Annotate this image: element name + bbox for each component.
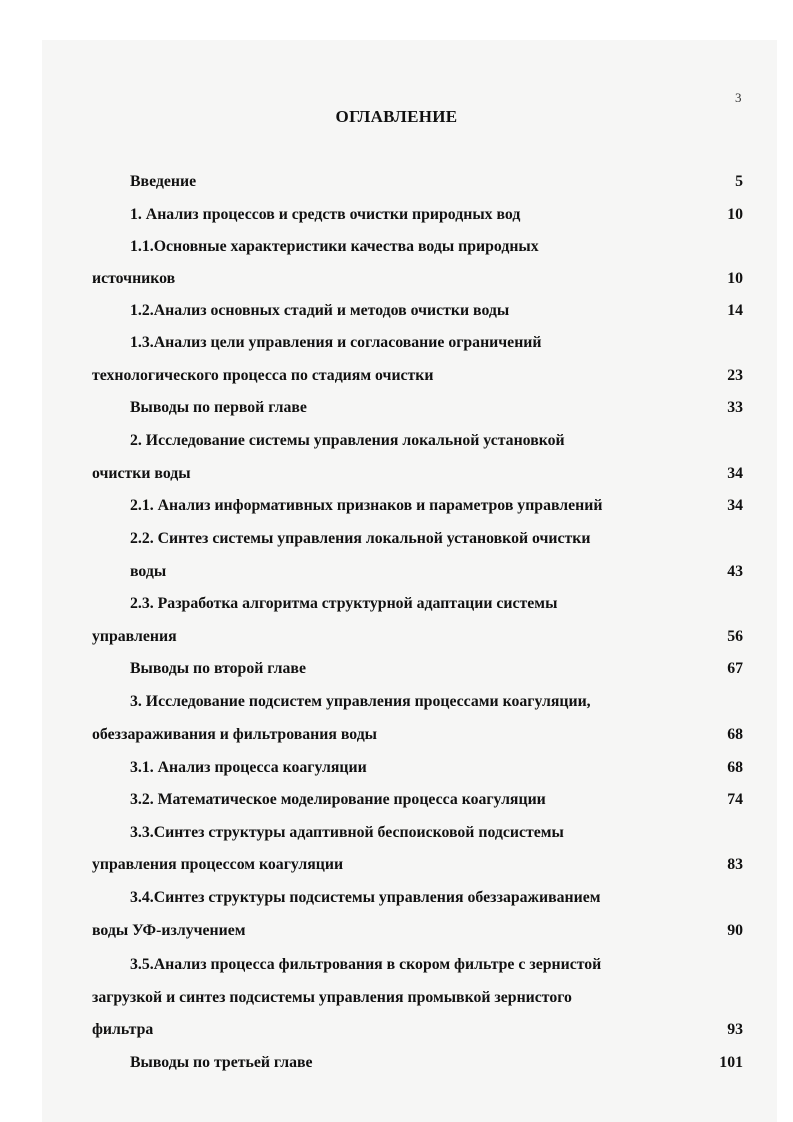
toc-page-number: 10 (727, 206, 743, 223)
toc-page-number: 83 (727, 856, 743, 873)
toc-page-number: 34 (727, 465, 743, 482)
toc-page-number: 101 (719, 1054, 743, 1071)
toc-entry-chapter-1: 1. Анализ процессов и средств очистки природных вод (130, 206, 521, 223)
toc-entry-section-1-1: 1.1.Основные характеристики качества воды природных (130, 238, 539, 255)
toc-page-number: 68 (727, 759, 743, 776)
toc-entry-section-3-1: 3.1. Анализ процесса коагуляции (130, 759, 367, 776)
toc-entry-section-2-3-continued: управления (92, 628, 177, 645)
toc-page-number: 74 (727, 791, 743, 808)
toc-entry-chapter-3-continued: обеззараживания и фильтрования воды (92, 726, 378, 743)
toc-entry-section-1-1-continued: источников (92, 270, 176, 287)
toc-entry-section-2-2-continued: воды (130, 563, 167, 580)
page-number: 3 (735, 90, 742, 105)
toc-entry-conclusions-1: Выводы по первой главе (130, 399, 307, 416)
toc-page-number: 43 (727, 563, 743, 580)
toc-page-number: 5 (735, 173, 743, 190)
toc-entry-section-2-3: 2.3. Разработка алгоритма структурной адаптации системы (130, 595, 558, 612)
toc-entry-section-3-4: 3.4.Синтез структуры подсистемы управления обеззараживанием (130, 889, 601, 906)
toc-page-number: 23 (727, 367, 743, 384)
toc-page-number: 56 (727, 628, 743, 645)
toc-entry-section-1-3-continued: технологического процесса по стадиям очистки (92, 367, 434, 384)
toc-entry-section-2-1: 2.1. Анализ информативных признаков и параметров управлений (130, 497, 603, 514)
toc-entry-section-1-2: 1.2.Анализ основных стадий и методов очистки воды (130, 302, 510, 319)
toc-entry-section-1-3: 1.3.Анализ цели управления и согласование ограничений (130, 334, 542, 351)
toc-page-number: 34 (727, 497, 743, 514)
toc-page-number: 68 (727, 726, 743, 743)
toc-page-number: 90 (727, 922, 743, 939)
toc-entry-section-3-5-continued-2: фильтра (92, 1021, 154, 1038)
toc-page-number: 33 (727, 399, 743, 416)
toc-entry-section-3-5-continued: загрузкой и синтез подсистемы управления промывкой зернистого (92, 989, 572, 1006)
page-title: ОГЛАВЛЕНИЕ (335, 107, 458, 126)
toc-page-number: 93 (727, 1021, 743, 1038)
toc-entry-section-3-3-continued: управления процессом коагуляции (92, 856, 344, 873)
toc-entry-chapter-3: 3. Исследование подсистем управления процессами коагуляции, (130, 693, 591, 710)
toc-entry-conclusions-3: Выводы по третьей главе (130, 1054, 313, 1071)
toc-page-number: 67 (727, 660, 743, 677)
toc-entry-chapter-2: 2. Исследование системы управления локальной установкой (130, 432, 565, 449)
toc-entry-section-3-3: 3.3.Синтез структуры адаптивной беспоисковой подсистемы (130, 824, 564, 841)
toc-entry-section-3-4-continued: воды УФ-излучением (92, 922, 246, 939)
toc-entry-section-2-2: 2.2. Синтез системы управления локальной установкой очистки (130, 530, 591, 547)
toc-entry-introduction: Введение (130, 173, 197, 190)
toc-page-number: 10 (727, 270, 743, 287)
toc-entry-section-3-2: 3.2. Математическое моделирование процесса коагуляции (130, 791, 546, 808)
toc-entry-conclusions-2: Выводы по второй главе (130, 660, 306, 677)
toc-entry-section-3-5: 3.5.Анализ процесса фильтрования в скором фильтре с зернистой (130, 956, 602, 973)
toc-entry-chapter-2-continued: очистки воды (92, 465, 191, 482)
toc-page-number: 14 (727, 302, 743, 319)
